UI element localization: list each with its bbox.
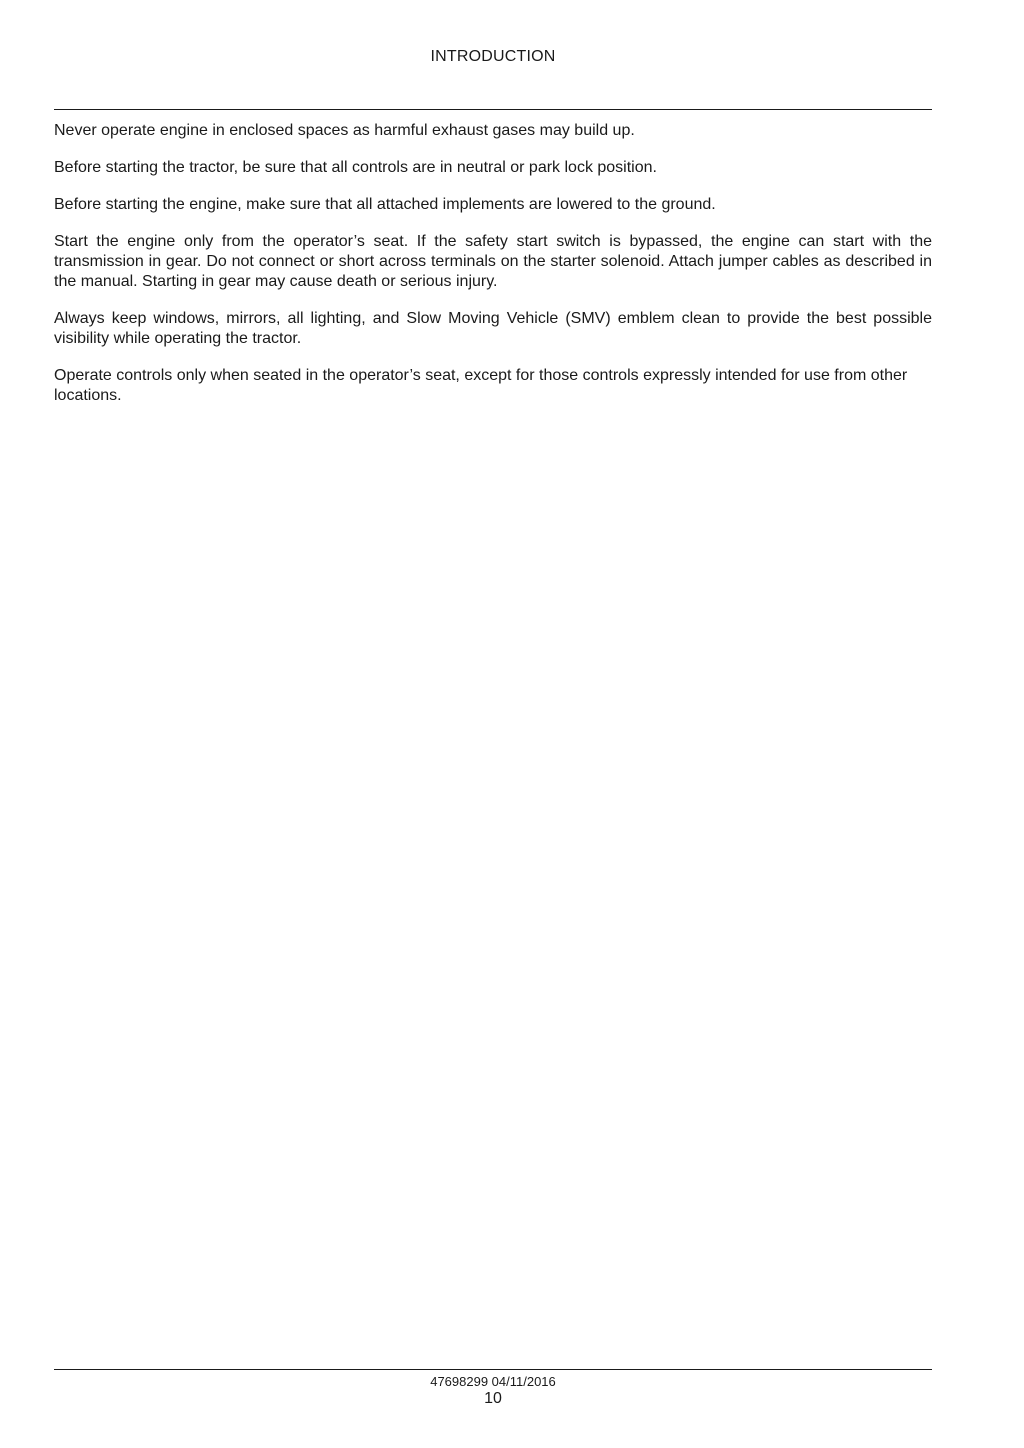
footer-document-code: 47698299 04/11/2016 [430, 1374, 556, 1389]
footer-divider [54, 1369, 932, 1370]
footer-page-number: 10 [484, 1390, 502, 1407]
page-header-title: INTRODUCTION [430, 48, 556, 65]
paragraph-controls-neutral: Before starting the tractor, be sure that all controls are in neutral or park lock position. [54, 159, 657, 176]
paragraph-keep-clean: Always keep windows, mirrors, all lighting, and Slow Moving Vehicle (SMV) emblem clean to provide the best possible visibility while operating the tractor. [54, 310, 932, 347]
page-content [54, 121, 932, 423]
header-divider [54, 109, 932, 110]
paragraph-start-from-seat: Start the engine only from the operator’s seat. If the safety start switch is bypassed, the engine can start with the transmission in gear. Do not connect or short across terminals on the starter solenoid. Attach jumper cables as described in the manual. Starting in gear may cause death or serious injury. [54, 233, 932, 290]
paragraph-enclosed-spaces: Never operate engine in enclosed spaces as harmful exhaust gases may build up. [54, 122, 635, 139]
paragraph-operate-seated: Operate controls only when seated in the operator’s seat, except for those controls expressly intended for use from other locations. [54, 367, 908, 404]
paragraph-implements-lowered: Before starting the engine, make sure that all attached implements are lowered to the ground. [54, 196, 716, 213]
